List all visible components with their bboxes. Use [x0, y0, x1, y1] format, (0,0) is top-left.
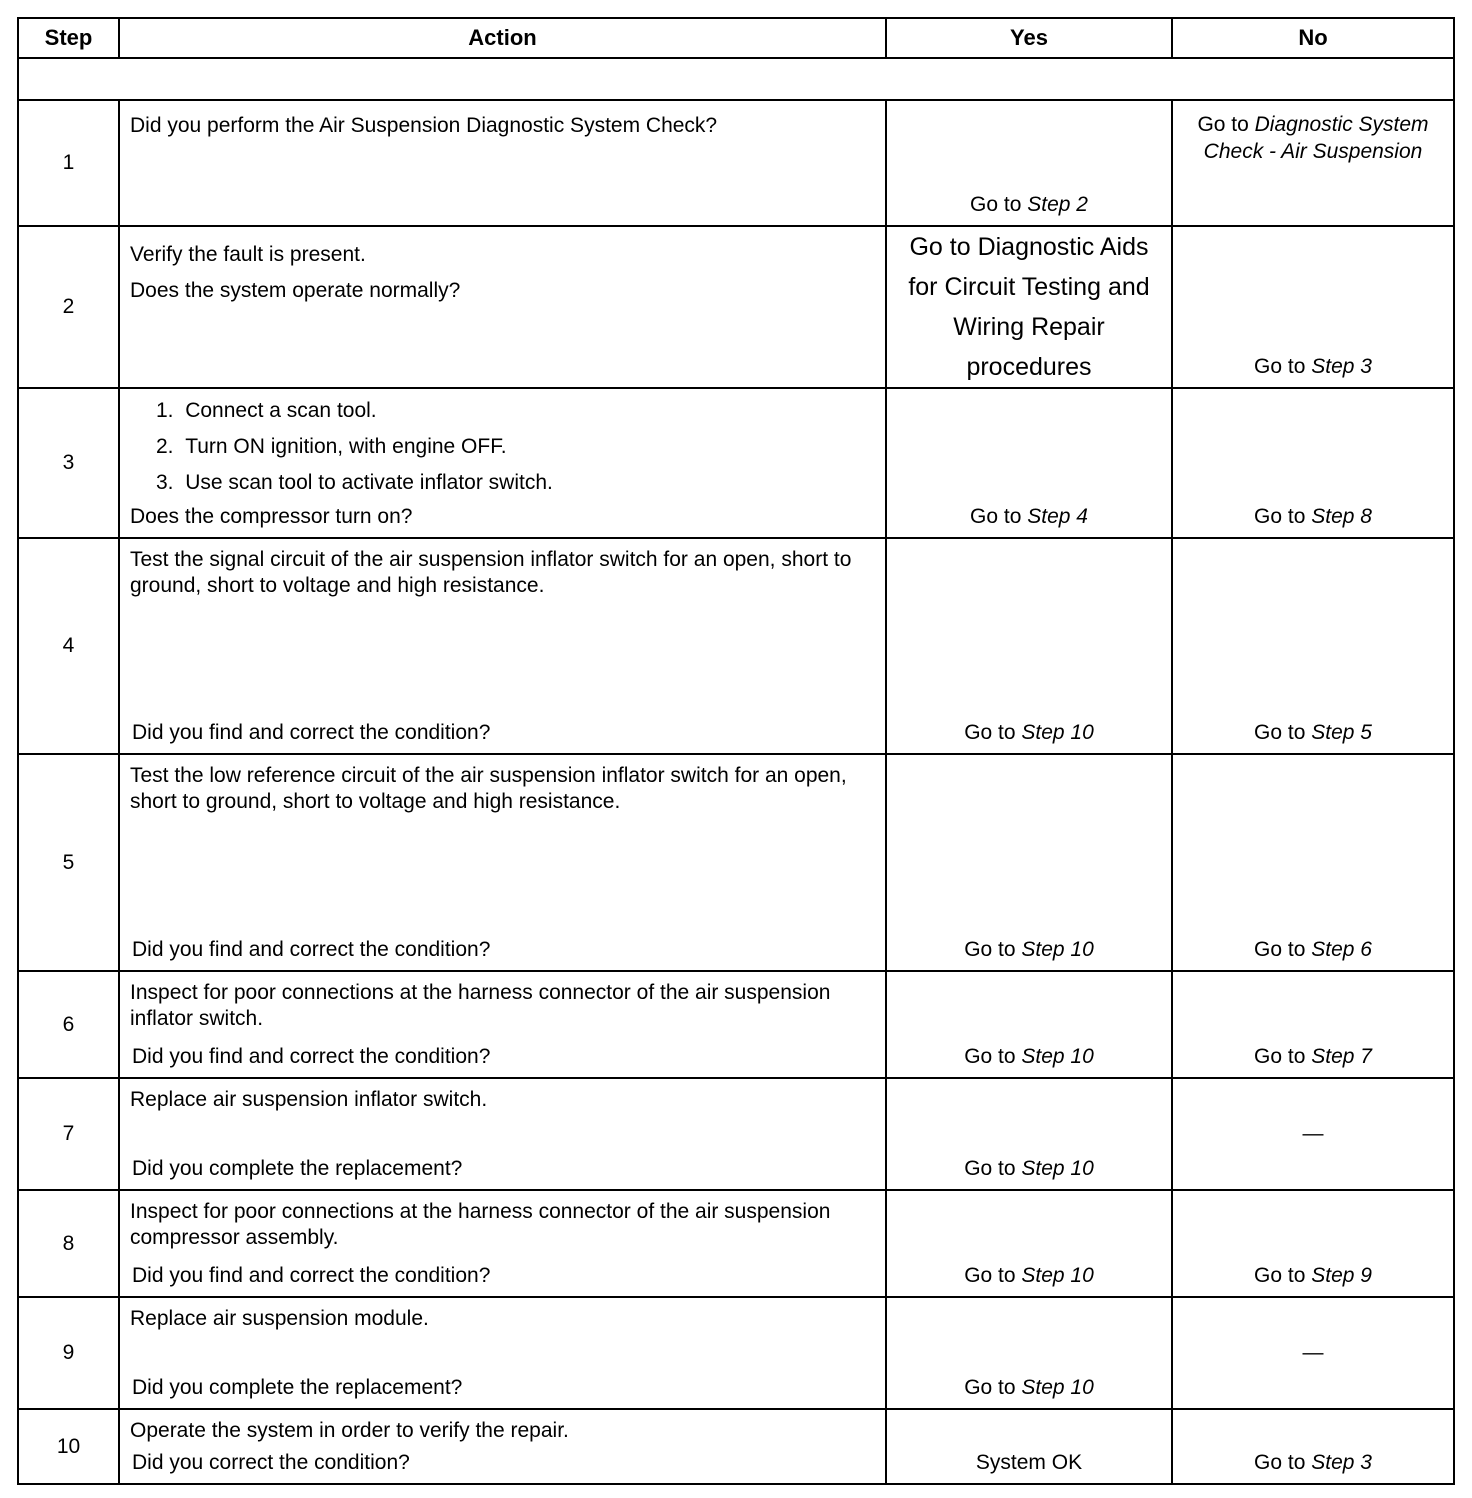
- no-prefix: Go to: [1254, 1264, 1312, 1287]
- step-number: 1: [18, 100, 119, 226]
- table-row: [18, 100, 1454, 226]
- action-cell: [119, 1078, 886, 1190]
- yes-cell: [886, 754, 1172, 971]
- action-question: Did you find and correct the condition?: [132, 1264, 491, 1287]
- action-question: Did you complete the replacement?: [132, 1376, 463, 1399]
- step-number: 6: [18, 971, 119, 1078]
- yes-link: Step 10: [1021, 1157, 1094, 1180]
- no-prefix: Go to: [1197, 113, 1255, 136]
- yes-prefix: Go to: [964, 1264, 1022, 1287]
- yes-prefix: Go to: [964, 1157, 1022, 1180]
- action-text: Operate the system in order to verify the repair.: [130, 1419, 569, 1442]
- no-cell: [1172, 226, 1454, 388]
- no-dash: —: [1302, 1122, 1324, 1145]
- yes-cell: [886, 388, 1172, 538]
- yes-prefix: Go to: [970, 193, 1028, 216]
- table-row: [18, 1297, 1454, 1409]
- no-link: Step 3: [1311, 1451, 1372, 1474]
- no-prefix: Go to: [1254, 1045, 1312, 1068]
- table-row: [18, 538, 1454, 754]
- action-cell: [119, 538, 886, 754]
- no-cell: [1172, 971, 1454, 1078]
- action-cell: [119, 1297, 886, 1409]
- action-text: Replace air suspension inflator switch.: [130, 1088, 488, 1111]
- no-cell: [1172, 100, 1454, 226]
- header-step: Step: [18, 18, 119, 58]
- table-row: [18, 754, 1454, 971]
- header-action: Action: [119, 18, 886, 58]
- action-text: Test the low reference circuit of the air suspension inflator switch for an open, short to ground, short to voltage and high resistance.: [130, 764, 847, 813]
- no-cell: [1172, 754, 1454, 971]
- no-cell: [1172, 1297, 1454, 1409]
- no-prefix: Go to: [1254, 938, 1312, 961]
- yes-cell: [886, 971, 1172, 1078]
- action-question: Does the system operate normally?: [130, 279, 461, 302]
- table-row: [18, 1190, 1454, 1297]
- table-row: [18, 1078, 1454, 1190]
- action-question: Did you find and correct the condition?: [132, 721, 491, 744]
- table-row: [18, 1409, 1454, 1484]
- action-question: Did you complete the replacement?: [132, 1157, 463, 1180]
- list-item: 2. Turn ON ignition, with engine OFF.: [156, 435, 507, 458]
- action-question: Did you correct the condition?: [132, 1451, 410, 1474]
- action-cell: [119, 100, 886, 226]
- action-question: Does the compressor turn on?: [130, 505, 413, 528]
- step-number: 3: [18, 388, 119, 538]
- step-number: 5: [18, 754, 119, 971]
- yes-link: Step 2: [1027, 193, 1088, 216]
- yes-cell: [886, 1078, 1172, 1190]
- numbered-list: [130, 389, 875, 501]
- no-link: Step 9: [1311, 1264, 1372, 1287]
- yes-cell: [886, 1190, 1172, 1297]
- header-yes: Yes: [886, 18, 1172, 58]
- yes-prefix: Go to: [970, 505, 1028, 528]
- no-link: Step 7: [1311, 1045, 1372, 1068]
- no-link: Step 8: [1311, 505, 1372, 528]
- yes-prefix: Go to: [964, 721, 1022, 744]
- action-text: Verify the fault is present.: [130, 243, 366, 266]
- no-cell: [1172, 388, 1454, 538]
- action-question: Did you find and correct the condition?: [132, 938, 491, 961]
- yes-prefix: Go to: [964, 938, 1022, 961]
- no-link: Diagnostic System Check - Air Suspension: [1203, 113, 1429, 163]
- yes-prefix: Go to: [964, 1045, 1022, 1068]
- action-cell: [119, 754, 886, 971]
- table-row: [18, 226, 1454, 388]
- step-number: 8: [18, 1190, 119, 1297]
- table-row: [18, 388, 1454, 538]
- list-item: 3. Use scan tool to activate inflator switch.: [156, 471, 553, 494]
- header-row: [18, 18, 1454, 58]
- yes-link: Step 4: [1027, 505, 1088, 528]
- no-cell: [1172, 1409, 1454, 1484]
- no-cell: [1172, 538, 1454, 754]
- no-link: Step 5: [1311, 721, 1372, 744]
- action-text: Inspect for poor connections at the harness connector of the air suspension inflator switch.: [130, 981, 831, 1030]
- step-number: 4: [18, 538, 119, 754]
- step-number: 2: [18, 226, 119, 388]
- action-cell: [119, 1409, 886, 1484]
- action-text: Inspect for poor connections at the harness connector of the air suspension compressor assembly.: [130, 1200, 831, 1249]
- yes-text: System OK: [975, 1451, 1083, 1474]
- yes-link: Step 10: [1021, 721, 1094, 744]
- yes-link: Step 10: [1021, 938, 1094, 961]
- yes-text: Go to Diagnostic Aids for Circuit Testing and Wiring Repair procedures: [908, 233, 1150, 381]
- no-prefix: Go to: [1254, 721, 1312, 744]
- no-link: Step 3: [1311, 355, 1372, 378]
- yes-cell: [886, 538, 1172, 754]
- no-link: Step 6: [1311, 938, 1372, 961]
- step-number: 7: [18, 1078, 119, 1190]
- action-cell: [119, 1190, 886, 1297]
- yes-link: Step 10: [1021, 1376, 1094, 1399]
- action-cell: [119, 388, 886, 538]
- yes-cell: [886, 100, 1172, 226]
- action-cell: [119, 226, 886, 388]
- yes-link: Step 10: [1021, 1264, 1094, 1287]
- action-text: Test the signal circuit of the air suspension inflator switch for an open, short to ground, short to voltage and high resistance.: [130, 548, 852, 597]
- no-prefix: Go to: [1254, 505, 1312, 528]
- no-prefix: Go to: [1254, 355, 1312, 378]
- action-text: Replace air suspension module.: [130, 1307, 429, 1330]
- yes-cell: [886, 1409, 1172, 1484]
- action-text: Did you perform the Air Suspension Diagnostic System Check?: [130, 114, 718, 137]
- blank-row: [18, 58, 1454, 100]
- no-prefix: Go to: [1254, 1451, 1312, 1474]
- yes-prefix: Go to: [964, 1376, 1022, 1399]
- list-item: 1. Connect a scan tool.: [156, 399, 377, 422]
- yes-cell: [886, 1297, 1172, 1409]
- table-row: [18, 971, 1454, 1078]
- yes-link: Step 10: [1021, 1045, 1094, 1068]
- header-no: No: [1172, 18, 1454, 58]
- diagnostic-table: [17, 17, 1455, 1485]
- step-number: 10: [18, 1409, 119, 1484]
- no-cell: [1172, 1190, 1454, 1297]
- step-number: 9: [18, 1297, 119, 1409]
- no-cell: [1172, 1078, 1454, 1190]
- no-dash: —: [1302, 1341, 1324, 1364]
- action-question: Did you find and correct the condition?: [132, 1045, 491, 1068]
- action-cell: [119, 971, 886, 1078]
- yes-cell: [886, 226, 1172, 388]
